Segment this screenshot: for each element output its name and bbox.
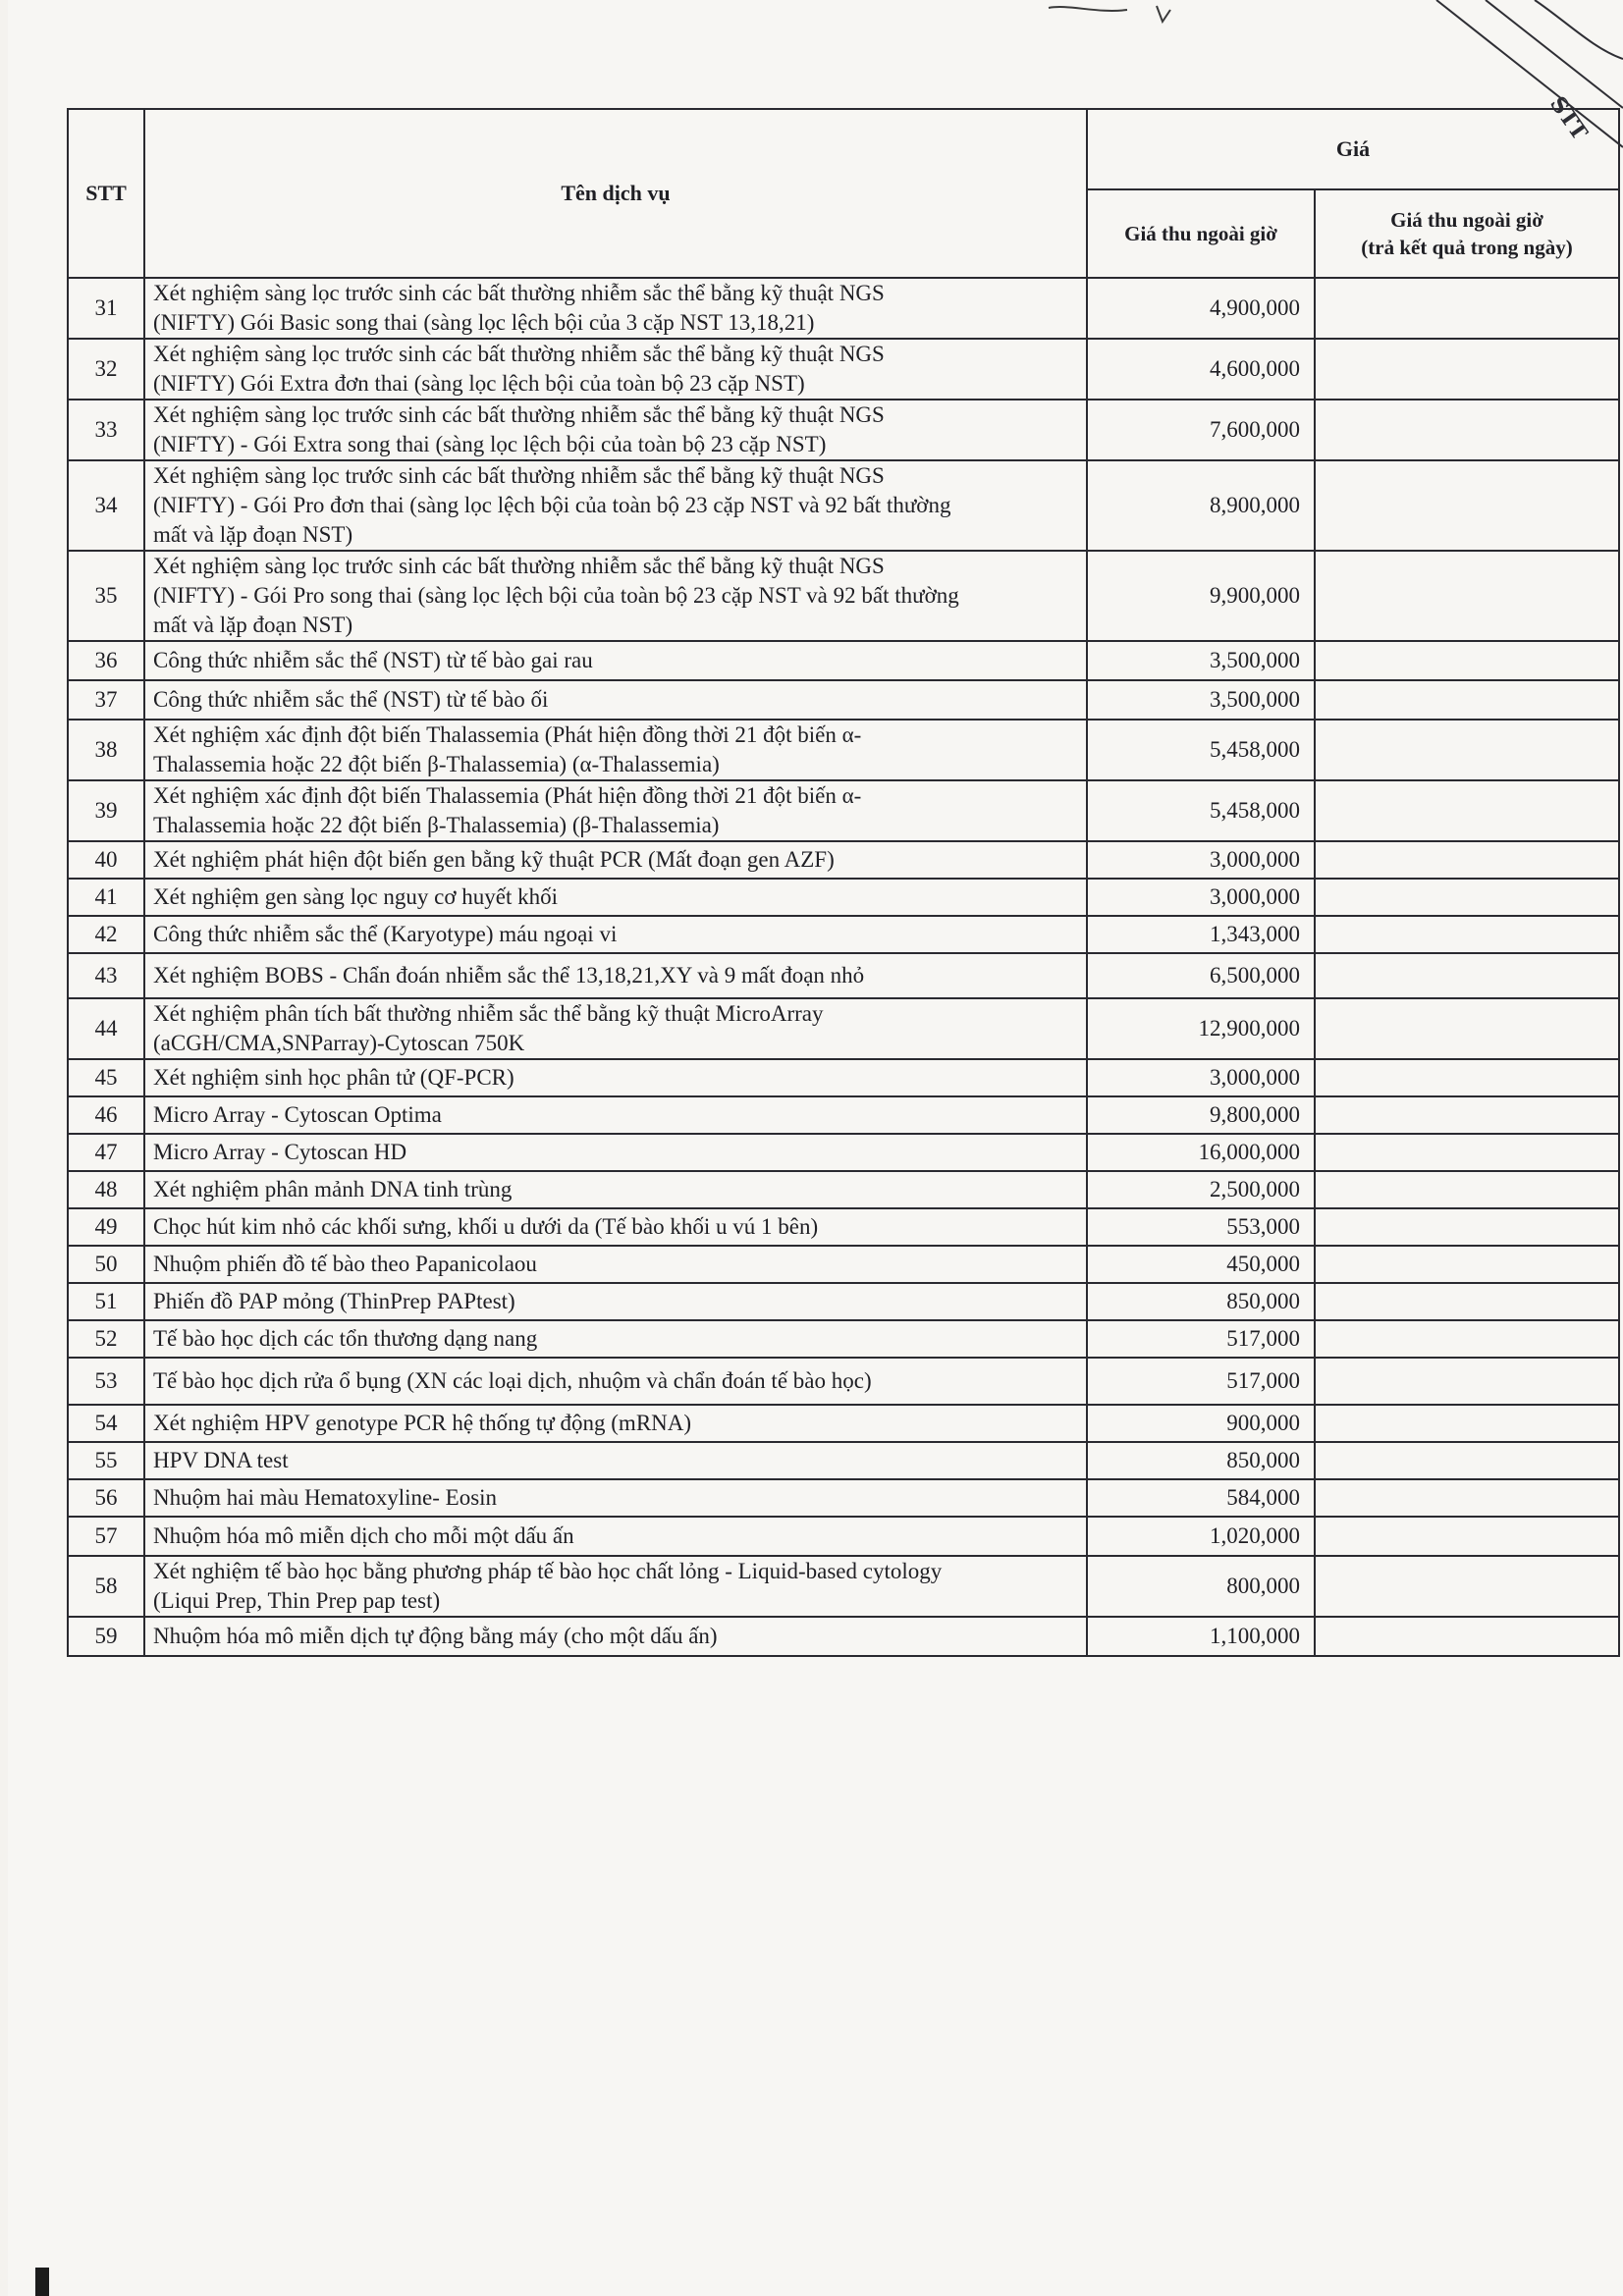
row-price-overtime: 3,000,000: [1087, 1059, 1315, 1096]
row-stt: 36: [68, 641, 144, 680]
service-name-line: Xét nghiệm xác định đột biến Thalassemia (Phát hiện đồng thời 21 đột biến α-: [153, 783, 862, 808]
row-price-overtime: 5,458,000: [1087, 780, 1315, 841]
row-price-same-day: [1315, 1320, 1619, 1358]
row-price-same-day: [1315, 1479, 1619, 1517]
row-stt: 37: [68, 680, 144, 720]
row-stt: 46: [68, 1096, 144, 1134]
service-name-line: Xét nghiệm sàng lọc trước sinh các bất thường nhiễm sắc thể bằng kỹ thuật NGS: [153, 554, 885, 578]
row-price-overtime: 900,000: [1087, 1405, 1315, 1442]
row-price-overtime: 850,000: [1087, 1283, 1315, 1320]
table-row: [68, 551, 1619, 641]
row-price-same-day: [1315, 339, 1619, 400]
table-row: [68, 1556, 1619, 1617]
row-price-overtime: 3,500,000: [1087, 641, 1315, 680]
row-stt: 53: [68, 1358, 144, 1405]
service-name-line: Xét nghiệm phân tích bất thường nhiễm sắc thể bằng kỹ thuật MicroArray: [153, 1001, 824, 1026]
table-row: [68, 1320, 1619, 1358]
price-table-body: [68, 278, 1619, 1656]
table-row: [68, 339, 1619, 400]
service-name-line: Xét nghiệm sàng lọc trước sinh các bất thường nhiễm sắc thể bằng kỹ thuật NGS: [153, 342, 885, 366]
service-name-line: Tế bào học dịch rửa ổ bụng (XN các loại dịch, nhuộm và chẩn đoán tế bào học): [153, 1368, 872, 1393]
row-stt: 54: [68, 1405, 144, 1442]
header-price-same-day: [1315, 189, 1619, 278]
row-stt: 50: [68, 1246, 144, 1283]
row-stt: 48: [68, 1171, 144, 1208]
row-stt: 32: [68, 339, 144, 400]
row-service-name: [144, 1171, 1087, 1208]
row-service-name: [144, 460, 1087, 551]
row-stt: 59: [68, 1617, 144, 1656]
service-name-line: Micro Array - Cytoscan Optima: [153, 1102, 442, 1127]
row-stt: 56: [68, 1479, 144, 1517]
row-service-name: [144, 1358, 1087, 1405]
service-name-line: Xét nghiệm phát hiện đột biến gen bằng kỹ thuật PCR (Mất đoạn gen AZF): [153, 847, 835, 872]
service-name-line: Nhuộm hóa mô miễn dịch tự động bằng máy (cho một dấu ấn): [153, 1624, 718, 1648]
row-service-name: [144, 1208, 1087, 1246]
row-stt: 44: [68, 998, 144, 1059]
service-name-line: HPV DNA test: [153, 1448, 289, 1472]
row-price-overtime: 7,600,000: [1087, 400, 1315, 460]
row-price-overtime: 800,000: [1087, 1556, 1315, 1617]
service-name-line: Nhuộm hóa mô miễn dịch cho mỗi một dấu ấn: [153, 1523, 574, 1548]
table-row: [68, 1442, 1619, 1479]
row-price-overtime: 3,500,000: [1087, 680, 1315, 720]
row-stt: 43: [68, 953, 144, 998]
table-row: [68, 1358, 1619, 1405]
row-service-name: [144, 953, 1087, 998]
row-stt: 42: [68, 916, 144, 953]
row-price-same-day: [1315, 1283, 1619, 1320]
table-row: [68, 1617, 1619, 1656]
row-price-same-day: [1315, 1517, 1619, 1556]
service-name-line: Xét nghiệm gen sàng lọc nguy cơ huyết khối: [153, 884, 559, 909]
table-row: [68, 1059, 1619, 1096]
row-price-same-day: [1315, 1617, 1619, 1656]
row-stt: 39: [68, 780, 144, 841]
service-name-line: Xét nghiệm sinh học phân tử (QF-PCR): [153, 1065, 514, 1090]
row-service-name: [144, 278, 1087, 339]
service-name-line: Thalassemia hoặc 22 đột biến β-Thalassemia) (α-Thalassemia): [153, 752, 720, 776]
table-row: [68, 780, 1619, 841]
table-row: [68, 1171, 1619, 1208]
service-name-line: Nhuộm hai màu Hematoxyline- Eosin: [153, 1485, 498, 1510]
table-row: [68, 720, 1619, 780]
table-row: [68, 400, 1619, 460]
row-service-name: [144, 551, 1087, 641]
table-row: [68, 1405, 1619, 1442]
header-service-name: Tên dịch vụ: [144, 109, 1087, 278]
service-name-line: Xét nghiệm sàng lọc trước sinh các bất thường nhiễm sắc thể bằng kỹ thuật NGS: [153, 463, 885, 488]
row-price-same-day: [1315, 1442, 1619, 1479]
row-price-overtime: 6,500,000: [1087, 953, 1315, 998]
row-service-name: [144, 641, 1087, 680]
service-name-line: Xét nghiệm BOBS - Chẩn đoán nhiễm sắc thể 13,18,21,XY và 9 mất đoạn nhỏ: [153, 963, 865, 988]
row-stt: 52: [68, 1320, 144, 1358]
row-stt: 35: [68, 551, 144, 641]
row-price-overtime: 9,900,000: [1087, 551, 1315, 641]
service-name-line: Xét nghiệm sàng lọc trước sinh các bất thường nhiễm sắc thể bằng kỹ thuật NGS: [153, 402, 885, 427]
row-price-same-day: [1315, 1405, 1619, 1442]
row-service-name: [144, 400, 1087, 460]
service-name-line: Xét nghiệm xác định đột biến Thalassemia (Phát hiện đồng thời 21 đột biến α-: [153, 722, 862, 747]
row-price-same-day: [1315, 720, 1619, 780]
row-service-name: [144, 1556, 1087, 1617]
service-name-line: (NIFTY) - Gói Extra song thai (sàng lọc lệch bội của toàn bộ 23 cặp NST): [153, 432, 827, 456]
table-row: [68, 1517, 1619, 1556]
row-price-same-day: [1315, 1246, 1619, 1283]
header-price-same-day-line1: Giá thu ngoài giờ: [1390, 208, 1543, 232]
table-row: [68, 998, 1619, 1059]
header-stt: STT: [68, 109, 144, 278]
row-service-name: [144, 1617, 1087, 1656]
row-stt: 55: [68, 1442, 144, 1479]
row-price-same-day: [1315, 1358, 1619, 1405]
row-service-name: [144, 680, 1087, 720]
row-stt: 51: [68, 1283, 144, 1320]
row-price-same-day: [1315, 1059, 1619, 1096]
table-row: [68, 1246, 1619, 1283]
service-name-line: Nhuộm phiến đồ tế bào theo Papanicolaou: [153, 1252, 537, 1276]
row-price-same-day: [1315, 879, 1619, 916]
table-row: [68, 1096, 1619, 1134]
row-service-name: [144, 1246, 1087, 1283]
header-price-overtime: Giá thu ngoài giờ: [1087, 189, 1315, 278]
service-name-line: Micro Array - Cytoscan HD: [153, 1140, 407, 1164]
scan-edge-mark: [35, 2268, 49, 2296]
row-price-overtime: 517,000: [1087, 1320, 1315, 1358]
row-service-name: [144, 916, 1087, 953]
row-price-same-day: [1315, 916, 1619, 953]
row-price-overtime: 8,900,000: [1087, 460, 1315, 551]
row-price-overtime: 584,000: [1087, 1479, 1315, 1517]
row-stt: 38: [68, 720, 144, 780]
row-stt: 31: [68, 278, 144, 339]
service-name-line: Xét nghiệm phân mảnh DNA tinh trùng: [153, 1177, 513, 1201]
table-row: [68, 1134, 1619, 1171]
row-stt: 45: [68, 1059, 144, 1096]
row-service-name: [144, 1059, 1087, 1096]
row-price-same-day: [1315, 278, 1619, 339]
row-price-same-day: [1315, 460, 1619, 551]
service-name-line: Xét nghiệm HPV genotype PCR hệ thống tự động (mRNA): [153, 1411, 692, 1435]
row-stt: 57: [68, 1517, 144, 1556]
service-name-line: Phiến đồ PAP mỏng (ThinPrep PAPtest): [153, 1289, 515, 1313]
row-price-overtime: 3,000,000: [1087, 841, 1315, 879]
service-name-line: Công thức nhiễm sắc thể (Karyotype) máu ngoại vi: [153, 922, 618, 946]
handwriting-mark: [1039, 0, 1235, 29]
table-row: [68, 278, 1619, 339]
row-price-overtime: 4,600,000: [1087, 339, 1315, 400]
row-service-name: [144, 1405, 1087, 1442]
service-name-line: mất và lặp đoạn NST): [153, 613, 353, 637]
table-row: [68, 953, 1619, 998]
row-price-overtime: 1,020,000: [1087, 1517, 1315, 1556]
row-price-overtime: 5,458,000: [1087, 720, 1315, 780]
row-price-same-day: [1315, 551, 1619, 641]
row-price-overtime: 4,900,000: [1087, 278, 1315, 339]
row-price-same-day: [1315, 841, 1619, 879]
row-service-name: [144, 998, 1087, 1059]
service-name-line: Thalassemia hoặc 22 đột biến β-Thalassemia) (β-Thalassemia): [153, 813, 720, 837]
service-name-line: mất và lặp đoạn NST): [153, 522, 353, 547]
row-service-name: [144, 841, 1087, 879]
service-name-line: (aCGH/CMA,SNParray)-Cytoscan 750K: [153, 1031, 525, 1055]
row-price-overtime: 850,000: [1087, 1442, 1315, 1479]
price-table: [67, 108, 1620, 1657]
row-service-name: [144, 1134, 1087, 1171]
row-price-same-day: [1315, 780, 1619, 841]
row-price-overtime: 16,000,000: [1087, 1134, 1315, 1171]
row-price-overtime: 517,000: [1087, 1358, 1315, 1405]
row-stt: 40: [68, 841, 144, 879]
row-price-same-day: [1315, 400, 1619, 460]
stamp-label: STT: [1544, 91, 1593, 145]
row-price-same-day: [1315, 1134, 1619, 1171]
table-row: [68, 916, 1619, 953]
row-price-overtime: 1,343,000: [1087, 916, 1315, 953]
service-name-line: (NIFTY) - Gói Pro đơn thai (sàng lọc lệch bội của toàn bộ 23 cặp NST và 92 bất thường: [153, 493, 951, 517]
service-name-line: Xét nghiệm tế bào học bằng phương pháp tế bào học chất lỏng - Liquid-based cytology: [153, 1559, 943, 1583]
row-price-overtime: 2,500,000: [1087, 1171, 1315, 1208]
service-name-line: Công thức nhiễm sắc thể (NST) từ tế bào gai rau: [153, 648, 593, 672]
row-service-name: [144, 339, 1087, 400]
row-price-overtime: 553,000: [1087, 1208, 1315, 1246]
row-price-same-day: [1315, 1171, 1619, 1208]
row-service-name: [144, 879, 1087, 916]
header-price-group: Giá: [1087, 109, 1619, 189]
row-stt: 47: [68, 1134, 144, 1171]
row-service-name: [144, 1283, 1087, 1320]
row-service-name: [144, 1479, 1087, 1517]
row-price-overtime: 3,000,000: [1087, 879, 1315, 916]
service-name-line: (Liqui Prep, Thin Prep pap test): [153, 1588, 441, 1613]
row-stt: 34: [68, 460, 144, 551]
document-page: [8, 0, 1623, 2296]
service-name-line: Xét nghiệm sàng lọc trước sinh các bất thường nhiễm sắc thể bằng kỹ thuật NGS: [153, 281, 885, 305]
table-row: [68, 1283, 1619, 1320]
row-service-name: [144, 720, 1087, 780]
table-row: [68, 1479, 1619, 1517]
row-service-name: [144, 1320, 1087, 1358]
row-stt: 49: [68, 1208, 144, 1246]
service-name-line: (NIFTY) Gói Extra đơn thai (sàng lọc lệch bội của toàn bộ 23 cặp NST): [153, 371, 805, 396]
table-row: [68, 680, 1619, 720]
row-service-name: [144, 1096, 1087, 1134]
row-price-same-day: [1315, 1556, 1619, 1617]
row-stt: 41: [68, 879, 144, 916]
table-row: [68, 841, 1619, 879]
header-price-same-day-line2: (trả kết quả trong ngày): [1361, 236, 1573, 259]
row-price-overtime: 1,100,000: [1087, 1617, 1315, 1656]
table-row: [68, 641, 1619, 680]
service-name-line: Công thức nhiễm sắc thể (NST) từ tế bào ối: [153, 687, 549, 712]
row-price-overtime: 12,900,000: [1087, 998, 1315, 1059]
service-name-line: (NIFTY) Gói Basic song thai (sàng lọc lệch bội của 3 cặp NST 13,18,21): [153, 310, 815, 335]
row-service-name: [144, 1442, 1087, 1479]
row-service-name: [144, 1517, 1087, 1556]
service-name-line: Chọc hút kim nhỏ các khối sưng, khối u dưới da (Tế bào khối u vú 1 bên): [153, 1214, 819, 1239]
row-price-same-day: [1315, 1096, 1619, 1134]
row-price-overtime: 450,000: [1087, 1246, 1315, 1283]
row-price-same-day: [1315, 1208, 1619, 1246]
service-name-line: Tế bào học dịch các tổn thương dạng nang: [153, 1326, 538, 1351]
row-service-name: [144, 780, 1087, 841]
row-price-same-day: [1315, 641, 1619, 680]
row-stt: 58: [68, 1556, 144, 1617]
table-row: [68, 460, 1619, 551]
row-stt: 33: [68, 400, 144, 460]
row-price-same-day: [1315, 680, 1619, 720]
table-row: [68, 1208, 1619, 1246]
table-row: [68, 879, 1619, 916]
row-price-same-day: [1315, 998, 1619, 1059]
service-name-line: (NIFTY) - Gói Pro song thai (sàng lọc lệch bội của toàn bộ 23 cặp NST và 92 bất thường: [153, 583, 959, 608]
row-price-same-day: [1315, 953, 1619, 998]
row-price-overtime: 9,800,000: [1087, 1096, 1315, 1134]
